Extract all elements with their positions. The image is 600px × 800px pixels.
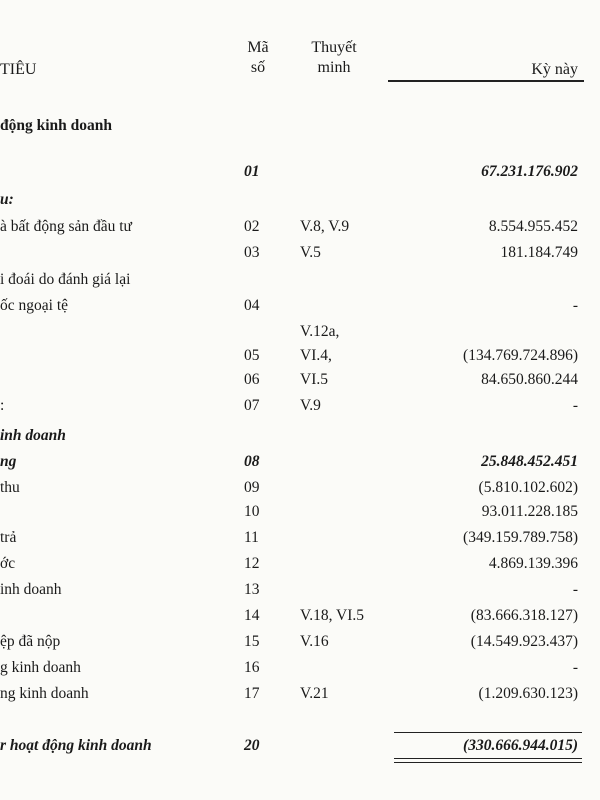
row-code: 07 (244, 397, 260, 414)
row-note: VI.5 (300, 371, 328, 388)
row-code: 20 (244, 737, 260, 754)
statement-row (0, 320, 600, 344)
row-label: à bất động sản đầu tư (0, 218, 132, 235)
row-label: ng (0, 453, 17, 470)
header-ma-so (242, 38, 274, 78)
row-label: g kinh doanh (0, 659, 81, 676)
statement-row (0, 578, 600, 602)
header-ma-so-line1: Mã (247, 39, 269, 56)
row-value: (5.810.102.602) (478, 479, 578, 496)
row-code: 17 (244, 685, 260, 702)
row-note: V.12a, (300, 323, 340, 340)
row-code: 12 (244, 555, 260, 572)
row-label: u: (0, 191, 14, 208)
statement-row (0, 450, 600, 474)
row-value: (1.209.630.123) (478, 685, 578, 702)
header-ma-so-line2: số (250, 59, 266, 76)
statement-row (0, 552, 600, 576)
row-code: 06 (244, 371, 260, 388)
statement-row (0, 344, 600, 368)
statement-row (0, 368, 600, 392)
statement-row (0, 682, 600, 706)
row-label: ng kinh doanh (0, 685, 89, 702)
row-label: r hoạt động kinh doanh (0, 737, 152, 754)
header-chi-tieu: TIÊU (0, 61, 37, 78)
statement-row (0, 526, 600, 550)
total-rule-bottom-1 (394, 758, 582, 759)
section-title: động kinh doanh (0, 117, 113, 134)
row-note: V.5 (300, 244, 321, 261)
row-value: (330.666.944.015) (463, 737, 578, 754)
row-code: 10 (244, 503, 260, 520)
row-label: ớc (0, 555, 16, 572)
row-code: 11 (244, 529, 259, 546)
statement-row (0, 215, 600, 239)
row-value: (83.666.318.127) (470, 607, 578, 624)
row-value: (14.549.923.437) (470, 633, 578, 650)
row-value: 93.011.228.185 (481, 503, 578, 520)
row-value: - (572, 581, 578, 598)
row-code: 05 (244, 347, 260, 364)
header-ky-nay: Kỳ này (531, 61, 578, 78)
statement-row (0, 394, 600, 418)
statement-row (0, 656, 600, 680)
row-label: inh doanh (0, 427, 66, 444)
row-value: 181.184.749 (500, 244, 578, 261)
header-underline (388, 80, 584, 82)
row-label: inh doanh (0, 581, 62, 598)
statement-row (0, 500, 600, 524)
row-value: (349.159.789.758) (463, 529, 578, 546)
statement-row (0, 476, 600, 500)
row-value: 25.848.452.451 (481, 453, 578, 470)
row-code: 03 (244, 244, 260, 261)
row-label: : (0, 397, 5, 414)
row-note: V.21 (300, 685, 329, 702)
statement-row (0, 294, 600, 318)
row-value: 67.231.176.902 (481, 163, 578, 180)
row-value: - (572, 659, 578, 676)
row-label: ốc ngoại tệ (0, 297, 69, 314)
statement-row (0, 188, 600, 212)
statement-row (0, 268, 600, 292)
row-value: 4.869.139.396 (488, 555, 578, 572)
statement-row (0, 424, 600, 448)
row-code: 16 (244, 659, 260, 676)
row-code: 13 (244, 581, 260, 598)
row-label: ệp đã nộp (0, 633, 61, 650)
row-label: thu (0, 479, 20, 496)
row-value: - (572, 297, 578, 314)
row-code: 08 (244, 453, 260, 470)
row-value: - (572, 397, 578, 414)
statement-row (0, 734, 600, 758)
section-title-row (0, 114, 600, 138)
row-note: V.9 (300, 397, 321, 414)
row-code: 01 (244, 163, 260, 180)
statement-row (0, 160, 600, 184)
header-thuyet-minh-line1: Thuyết (311, 39, 357, 56)
row-code: 09 (244, 479, 260, 496)
row-label: trả (0, 529, 17, 546)
statement-row (0, 241, 600, 265)
row-code: 02 (244, 218, 260, 235)
row-value: 84.650.860.244 (481, 371, 578, 388)
row-value: (134.769.724.896) (463, 347, 578, 364)
row-note: V.16 (300, 633, 329, 650)
statement-row (0, 604, 600, 628)
row-note: VI.4, (300, 347, 332, 364)
row-code: 14 (244, 607, 260, 624)
header-thuyet-minh-line2: minh (317, 59, 351, 76)
statement-row (0, 630, 600, 654)
row-note: V.8, V.9 (300, 218, 350, 235)
row-code: 04 (244, 297, 260, 314)
total-rule-bottom-2 (394, 762, 582, 763)
header-thuyet-minh (298, 38, 370, 78)
row-code: 15 (244, 633, 260, 650)
row-value: 8.554.955.452 (488, 218, 578, 235)
row-label: i đoái do đánh giá lại (0, 271, 131, 288)
total-rule-top (394, 732, 582, 733)
row-note: V.18, VI.5 (300, 607, 365, 624)
